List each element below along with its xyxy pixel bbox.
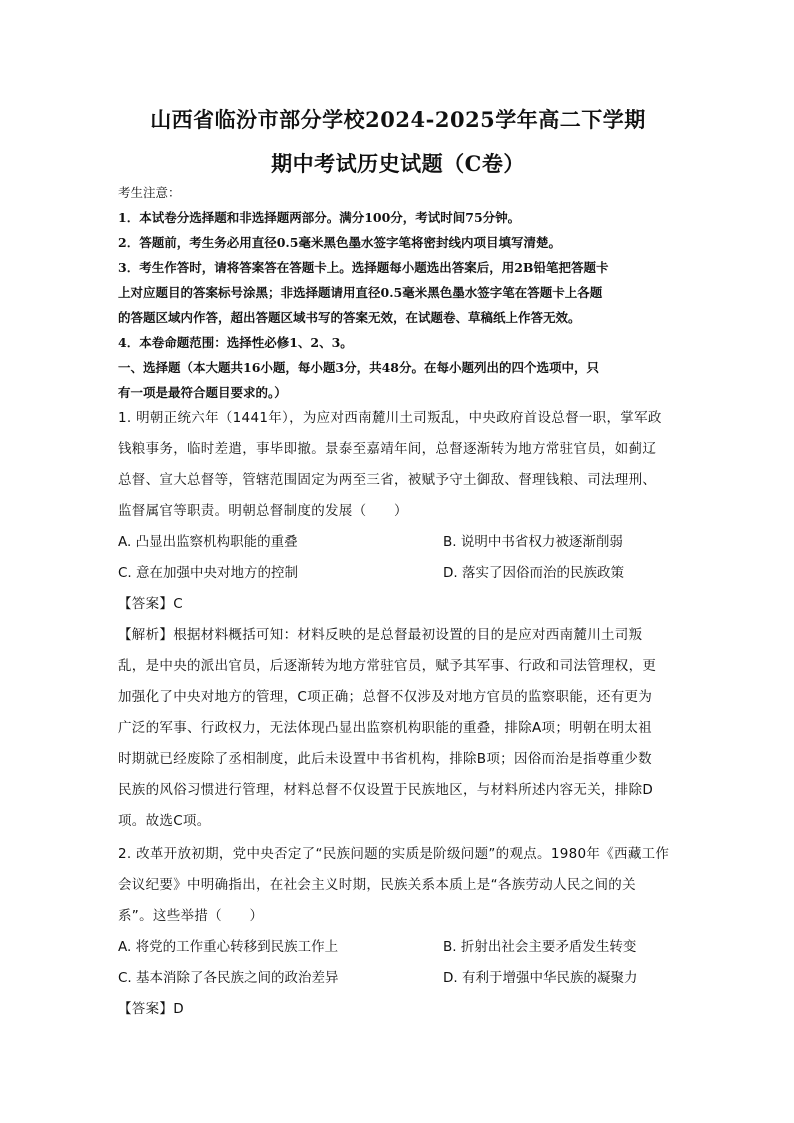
question-stem-line: 2. 改革开放初期，党中央否定了“民族问题的实质是阶级问题”的观点。1980年《西藏工作 (118, 846, 670, 862)
document-title-line2: 期中考试历史试题（C卷） (271, 151, 525, 176)
analysis-line: 加强化了中央对地方的管理，C项正确；总督不仅涉及对地方官员的监察职能，还有更为 (118, 689, 653, 705)
analysis-line (118, 620, 678, 651)
analysis-line: 广泛的军事、行政权力，无法体现凸显出监察机构职能的重叠，排除A项；明朝在明太祖 (118, 720, 652, 736)
notice-item: 4．本卷命题范围：选择性必修1、2、3。 (118, 335, 353, 350)
notice-item: 1．本试卷分选择题和非选择题两部分。满分100分，考试时间75分钟。 (118, 210, 521, 225)
answer-line: 【答案】D (118, 1001, 184, 1017)
notice-item: 2．答题前，考生务必用直径0.5毫米黑色墨水签字笔将密封线内项目填写清楚。 (118, 235, 561, 250)
section-heading: 有一项是最符合题目要求的。） (118, 385, 287, 400)
option-a: A. 将党的工作重心转移到民族工作上 (118, 939, 339, 955)
question-stem-line: 会议纪要》中明确指出，在社会主义时期，民族关系本质上是“各族劳动人民之间的关 (118, 877, 636, 893)
analysis-line: 时期就已经废除了丞相制度，此后未设置中书省机构，排除B项；因俗而治是指尊重少数 (118, 751, 652, 767)
option-b: B. 说明中书省权力被逐渐削弱 (443, 534, 623, 550)
question-stem-line: 1. 明朝正统六年（1441年），为应对西南麓川土司叛乱，中央政府首设总督一职，掌军政 (118, 410, 662, 426)
notice-label: 考生注意： (118, 185, 181, 200)
analysis-line: 项。故选C项。 (118, 813, 211, 829)
option-a: A. 凸显出监察机构职能的重叠 (118, 534, 298, 550)
document-title-line1: 山西省临汾市部分学校2024-2025学年高二下学期 (150, 107, 646, 132)
option-c: C. 基本消除了各民族之间的政治差异 (118, 970, 339, 986)
question-stem-line: 总督、宣大总督等，管辖范围固定为两至三省，被赋予守土御敌、督理钱粮、司法理刑、 (118, 472, 657, 488)
question-stem-line: 系”。这些举措（ ） (118, 908, 264, 924)
option-c: C. 意在加强中央对地方的控制 (118, 565, 299, 581)
analysis-label: 【解析】 (118, 627, 174, 643)
analysis-text: 根据材料概括可知：材料反映的是总督最初设置的目的是应对西南麓川土司叛 (173, 627, 643, 643)
option-b: B. 折射出社会主要矛盾发生转变 (443, 939, 637, 955)
section-heading: 一、选择题（本大题共16小题，每小题3分，共48分。在每小题列出的四个选项中，只 (118, 360, 599, 375)
analysis-line: 乱，是中央的派出官员，后逐渐转为地方常驻官员，赋予其军事、行政和司法管理权，更 (118, 658, 657, 674)
answer-line: 【答案】C (118, 596, 183, 612)
option-d: D. 落实了因俗而治的民族政策 (443, 565, 624, 581)
analysis-line: 民族的风俗习惯进行管理，材料总督不仅设置于民族地区，与材料所述内容无关，排除D (118, 782, 654, 798)
question-stem-line: 监督属官等职责。明朝总督制度的发展（ ） (118, 503, 408, 519)
option-d: D. 有利于增强中华民族的凝聚力 (443, 970, 638, 986)
notice-item: 上对应题目的答案标号涂黑；非选择题请用直径0.5毫米黑色墨水签字笔在答题卡上各题 (118, 285, 603, 300)
question-stem-line: 钱粮事务，临时差遣，事毕即撤。景泰至嘉靖年间，总督逐渐转为地方常驻官员，如蓟辽 (118, 441, 657, 457)
notice-item: 的答题区域内作答，超出答题区域书写的答案无效，在试题卷、草稿纸上作答无效。 (118, 310, 581, 325)
notice-item: 3．考生作答时，请将答案答在答题卡上。选择题每小题选出答案后，用2B铅笔把答题卡 (118, 260, 609, 275)
